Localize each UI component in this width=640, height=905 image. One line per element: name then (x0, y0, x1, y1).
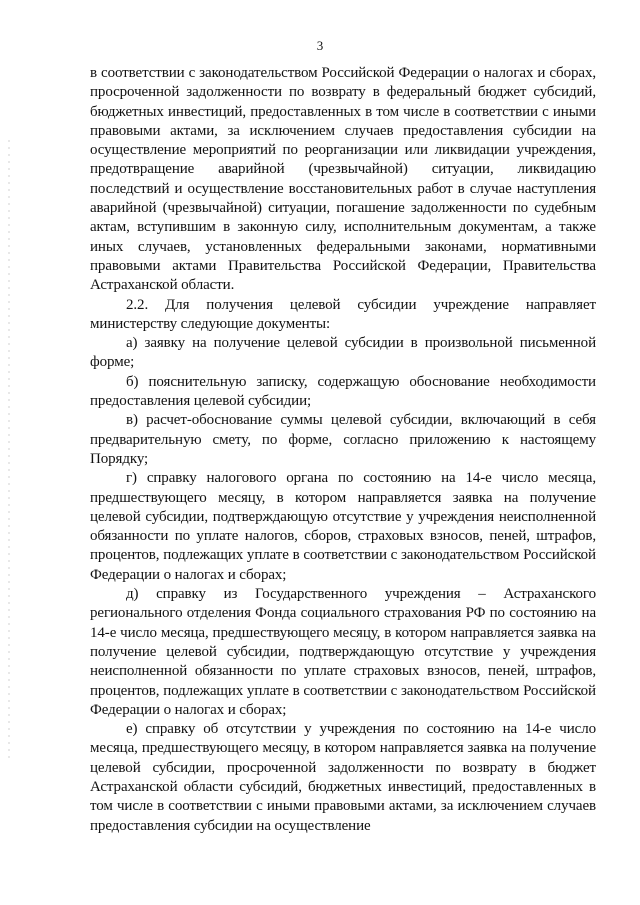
paragraph-continuation: в соответствии с законодательством Российской Федерации о налогах и сборах, просроченной задолженности по возврату в федеральный бюджет субсидий, бюджетных инвестиций, предоставленных в том числе в соответствии с иными правовыми актами, за исключением случаев предоставления субсидии на осуществление мероприятий по реорганизации или ликвидации учреждения, предотвращение аварийной (чрезвычайной) ситуации, ликвидацию последствий и осуществление восстановительных работ в случае наступления аварийной (чрезвычайной) ситуации, погашение задолженности по судебным актам, вступившим в законную силу, исполнительным документам, а также иных случаев, установленных федеральными законами, нормативными правовыми актами Правительства Российской Федерации, Правительства Астраханской области. (90, 65, 596, 294)
list-item-b: б) пояснительную записку, содержащую обоснование необходимости предоставления целевой субсидии; (90, 373, 596, 410)
list-item-g: г) справку налогового органа по состоянию на 14-е число месяца, предшествующего месяцу, в котором направляется заявка на получение целевой субсидии, подтверждающую отсутствие у учреждения неисполненной обязанности по уплате налогов, сборов, страховых взносов, пеней, штрафов, процентов, подлежащих уплате в соответствии с законодательством Российской Федерации о налогах и сборах; (90, 470, 596, 583)
list-item-a: а) заявку на получение целевой субсидии в произвольной письменной форме; (90, 335, 596, 371)
document-body (90, 64, 596, 836)
list-item-e: е) справку об отсутствии у учреждения по состоянию на 14-е число месяца, предшествующего месяцу, в котором направляется заявка на получение целевой субсидии, просроченной задолженности по возврату в бюджет Астраханской области субсидий, бюджетных инвестиций, предоставленных в том числе в соответствии с иными правовыми актами, за исключением случаев предоставления субсидии на осуществление (90, 721, 596, 834)
list-item-d: д) справку из Государственного учреждения – Астраханского регионального отделения Фонда социального страхования РФ по состоянию на 14-е число месяца, предшествующего месяцу, в котором направляется заявка на получение целевой субсидии, подтверждающую отсутствие у учреждения неисполненной обязанности по уплате страховых взносов, пеней, штрафов, процентов, подлежащих уплате в соответствии с законодательством Российской Федерации о налогах и сборах; (90, 586, 596, 718)
page-number: 3 (316, 38, 324, 53)
scan-margin-artifact (8, 140, 10, 760)
list-item-v: в) расчет-обоснование суммы целевой субсидии, включающий в себя предварительную смету, по форме, согласно приложению к настоящему Порядку; (90, 412, 596, 467)
paragraph-2-2: 2.2. Для получения целевой субсидии учреждение направляет министерству следующие документы: (90, 296, 596, 332)
